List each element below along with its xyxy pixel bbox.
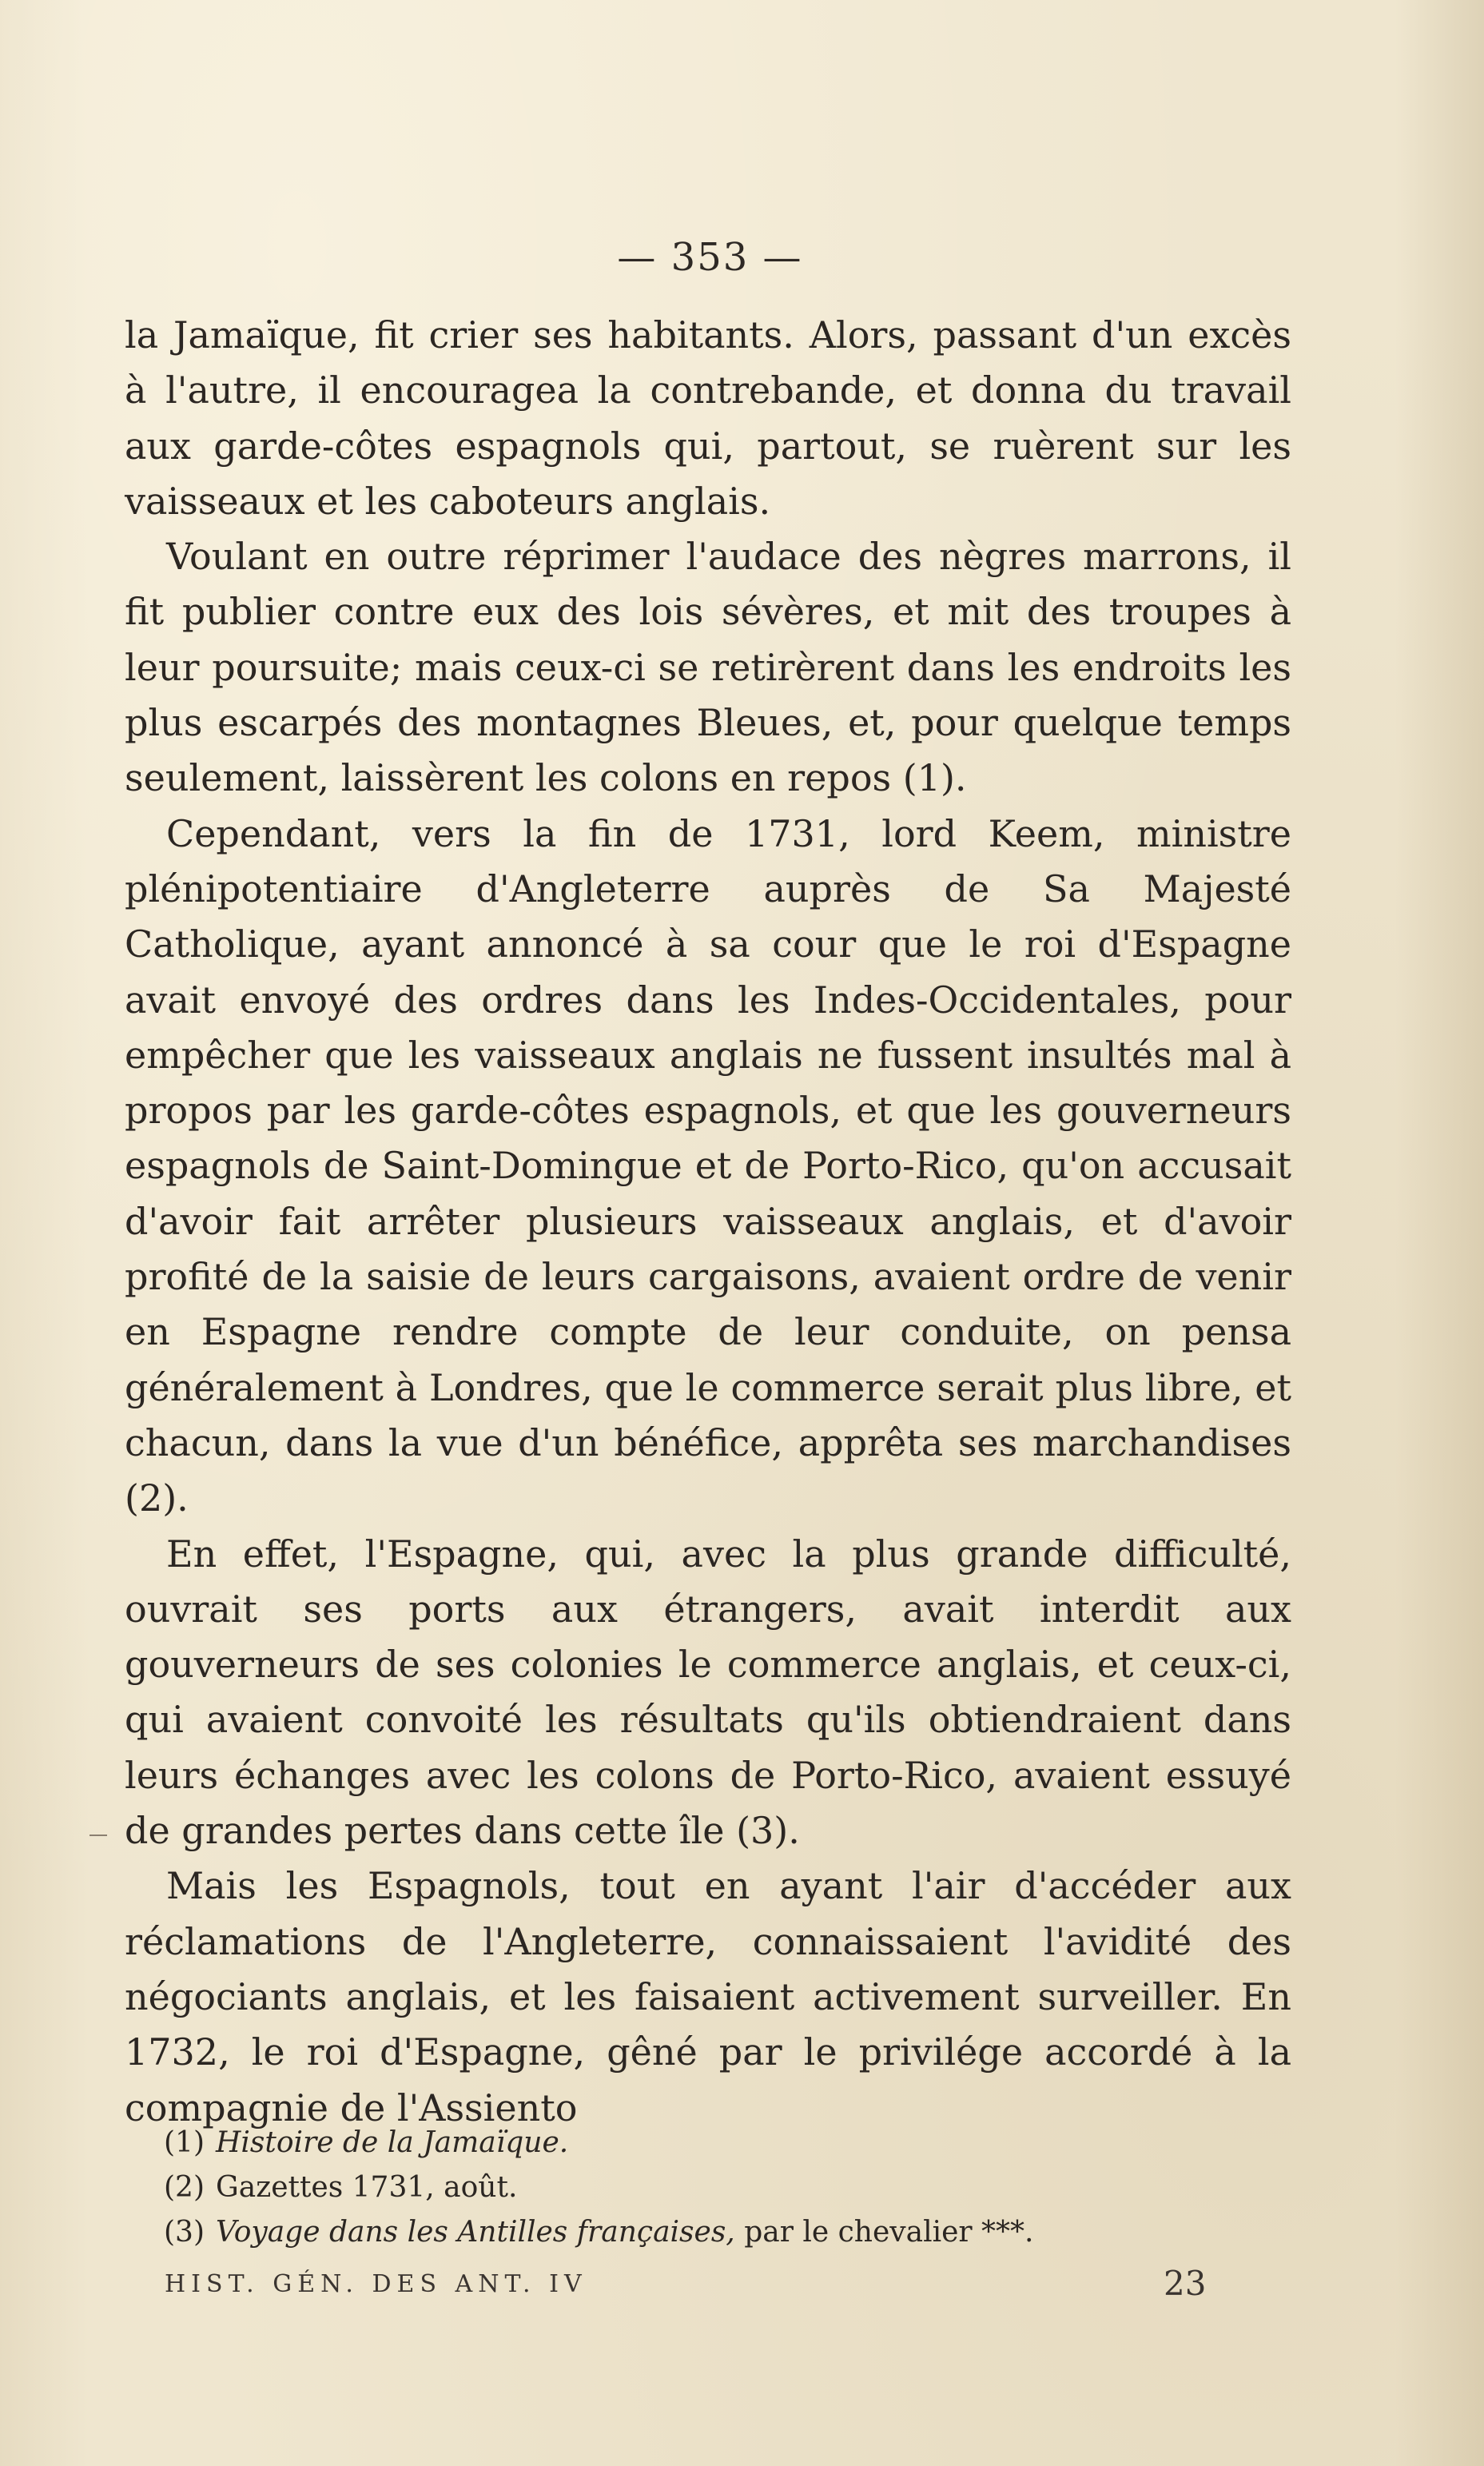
footnote-title: Voyage dans les Antilles françaises, [216, 2216, 735, 2249]
footnote-title: Histoire de la Jamaïque. [216, 2126, 569, 2159]
footnotes [164, 2121, 1283, 2255]
paragraph: Cependant, vers la fin de 1731, lord Keem, ministre plénipotentiaire d'Angleterre auprès de Sa Majesté Catholique, ayant annoncé à sa cour que le roi d'Espagne avait envoyé des ordres dans les Indes-Occidentales, pour empêcher que les vaisseaux anglais ne fussent insultés mal à propos par les garde-côtes espagnols, et que les gouverneurs espagnols de Saint-Domingue et de Porto-Rico, qu'on accusait d'avoir fait arrêter plusieurs vaisseaux anglais, et d'avoir profité de la saisie de leurs cargaisons, avaient ordre de venir en Espagne rendre compte de leur conduite, on pensa généralement à Londres, que le commerce serait plus libre, et chacun, dans la vue d'un bénéfice, apprêta ses marchandises (2). [125, 811, 1291, 1520]
footnote-mark: (2) [164, 2171, 205, 2204]
page-number: — 353 — [617, 235, 803, 280]
footnote-3 [164, 2210, 1283, 2255]
signature-line: HIST. GÉN. DES ANT. IV [165, 2270, 587, 2298]
footnote-text: Gazettes 1731, août. [216, 2171, 518, 2204]
paragraph: En effet, l'Espagne, qui, avec la plus grande difficulté, ouvrait ses ports aux étrangers, avait interdit aux gouverneurs de ses colonies le commerce anglais, et ceux-ci, qui avaient convoité les résultats qu'ils obtiendraient dans leurs échanges avec les colons de Porto-Rico, avaient essuyé de grandes pertes dans cette île (3). [125, 1532, 1291, 1853]
paragraph: Mais les Espagnols, tout en ayant l'air d'accéder aux réclamations de l'Angleterre, connaissaient l'avidité des négociants anglais, et les faisaient activement surveiller. En 1732, le roi d'Espagne, gêné par le privilége accordé à la compagnie de l'Assiento [125, 1864, 1291, 2129]
body-text [125, 308, 1291, 2136]
footnote-mark: (1) [164, 2126, 205, 2159]
margin-mark [90, 1835, 107, 1836]
footnote-mark: (3) [164, 2216, 205, 2249]
sheet-number: 23 [1164, 2264, 1207, 2303]
footnote-1 [164, 2121, 1283, 2165]
paragraph: la Jamaïque, fit crier ses habitants. Alors, passant d'un excès à l'autre, il encouragea la contrebande, et donna du travail aux garde-côtes espagnols qui, partout, se ruèrent sur les vaisseaux et les caboteurs anglais. [125, 313, 1291, 523]
footnote-2 [164, 2165, 1283, 2210]
paragraph: Voulant en outre réprimer l'audace des nègres marrons, il fit publier contre eux des lois sévères, et mit des troupes à leur poursuite; mais ceux-ci se retirèrent dans les endroits les plus escarpés des montagnes Bleues, et, pour quelque temps seulement, laissèrent les colons en repos (1). [125, 535, 1291, 800]
footnote-text: par le chevalier ***. [734, 2216, 1034, 2249]
